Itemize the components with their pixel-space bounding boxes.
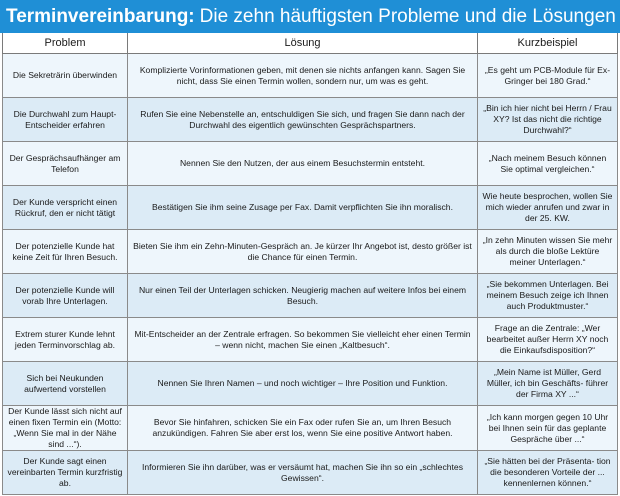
solution-cell: Nennen Sie Ihren Namen – und noch wichtiger – Ihre Position und Funktion. xyxy=(128,362,478,406)
title-bold: Terminvereinbarung: xyxy=(6,5,195,27)
table-row xyxy=(3,451,618,495)
problem-cell: Der potenzielle Kunde hat keine Zeit für Ihren Besuch. xyxy=(3,230,128,274)
header-row xyxy=(3,33,618,54)
table-row xyxy=(3,406,618,451)
solution-cell: Bieten Sie ihm ein Zehn-Minuten-Gespräch an. Je kürzer Ihr Angebot ist, desto größer ist die Chance für einen Termin. xyxy=(128,230,478,274)
solution-cell: Komplizierte Vorinformationen geben, mit denen sie nichts anfangen kann. Sagen Sie nicht, dass Sie einen Termin wollen, sondern nur, um was es geht. xyxy=(128,54,478,98)
solution-cell: Nur einen Teil der Unterlagen schicken. Neugierig machen auf weitere Infos bei einem Besuch. xyxy=(128,274,478,318)
solution-cell: Bestätigen Sie ihm seine Zusage per Fax. Damit verpflichten Sie ihn moralisch. xyxy=(128,186,478,230)
problem-cell: Extrem sturer Kunde lehnt jeden Terminvorschlag ab. xyxy=(3,318,128,362)
table-row xyxy=(3,142,618,186)
problem-cell: Sich bei Neukunden aufwertend vorstellen xyxy=(3,362,128,406)
example-cell: Wie heute besprochen, wollen Sie mich wieder anrufen und zwar in der 25. KW. xyxy=(478,186,618,230)
solution-cell: Rufen Sie eine Nebenstelle an, entschuldigen Sie sich, und fragen Sie dann nach der Durchwahl des eigentlich gewünschten Gesprächspartners. xyxy=(128,98,478,142)
problem-cell: Die Durchwahl zum Haupt-Entscheider erfahren xyxy=(3,98,128,142)
title-bar xyxy=(0,0,620,33)
problem-cell: Der potenzielle Kunde will vorab Ihre Unterlagen. xyxy=(3,274,128,318)
problem-cell: Die Sekreträrin überwinden xyxy=(3,54,128,98)
example-cell: „Nach meinem Besuch können Sie optimal vergleichen.“ xyxy=(478,142,618,186)
table-row xyxy=(3,230,618,274)
table-row xyxy=(3,98,618,142)
example-cell: Frage an die Zentrale: „Wer bearbeitet außer Herrn XY noch die Einkaufsdisposition?“ xyxy=(478,318,618,362)
solution-cell: Informieren Sie ihn darüber, was er versäumt hat, machen Sie ihn so ein „schlechtes Gewissen“. xyxy=(128,451,478,495)
header-problem: Problem xyxy=(3,33,128,54)
header-example: Kurzbeispiel xyxy=(478,33,618,54)
title-subtitle: Die zehn häuftigsten Probleme und die Lösungen xyxy=(199,5,616,27)
table-row xyxy=(3,186,618,230)
table-row xyxy=(3,54,618,98)
example-cell: „Bin ich hier nicht bei Herrn / Frau XY? Ist das nicht die richtige Durchwahl?“ xyxy=(478,98,618,142)
example-cell: „Ich kann morgen gegen 10 Uhr bei Ihnen sein für das geplante Gespräche über ...“ xyxy=(478,406,618,451)
table-row xyxy=(3,274,618,318)
solution-cell: Nennen Sie den Nutzen, der aus einem Besuchstermin entsteht. xyxy=(128,142,478,186)
example-cell: „Sie hätten bei der Präsenta- tion die besonderen Vorteile der ... kennenlernen können.“ xyxy=(478,451,618,495)
example-cell: „Sie bekommen Unterlagen. Bei meinem Besuch zeige ich Ihnen auch Produktmuster.“ xyxy=(478,274,618,318)
example-cell: „In zehn Minuten wissen Sie mehr als durch die bloße Lektüre meiner Unterlagen.“ xyxy=(478,230,618,274)
example-cell: „Mein Name ist Müller, Gerd Müller, ich bin Geschäfts- führer der Firma XY ...“ xyxy=(478,362,618,406)
problems-table xyxy=(2,33,618,495)
problem-cell: Der Kunde verspricht einen Rückruf, den er nicht tätigt xyxy=(3,186,128,230)
header-solution: Lösung xyxy=(128,33,478,54)
problem-cell: Der Kunde lässt sich nicht auf einen fixen Termin ein (Motto: „Wenn Sie mal in der Nähe sind ...“). xyxy=(3,406,128,451)
table-row xyxy=(3,362,618,406)
example-cell: „Es geht um PCB-Module für Ex-Gringer bei 180 Grad.“ xyxy=(478,54,618,98)
table-row xyxy=(3,318,618,362)
solution-cell: Bevor Sie hinfahren, schicken Sie ein Fax oder rufen Sie an, um Ihren Besuch anzukündigen. Fahren Sie aber erst los, wenn Sie eine positive Antwort haben. xyxy=(128,406,478,451)
problem-cell: Der Gesprächsaufhänger am Telefon xyxy=(3,142,128,186)
problem-cell: Der Kunde sagt einen vereinbarten Termin kurzfristig ab. xyxy=(3,451,128,495)
solution-cell: Mit-Entscheider an der Zentrale erfragen. So bekommen Sie vielleicht eher einen Termin – wenn nicht, machen Sie einen „Kaltbesuch“. xyxy=(128,318,478,362)
